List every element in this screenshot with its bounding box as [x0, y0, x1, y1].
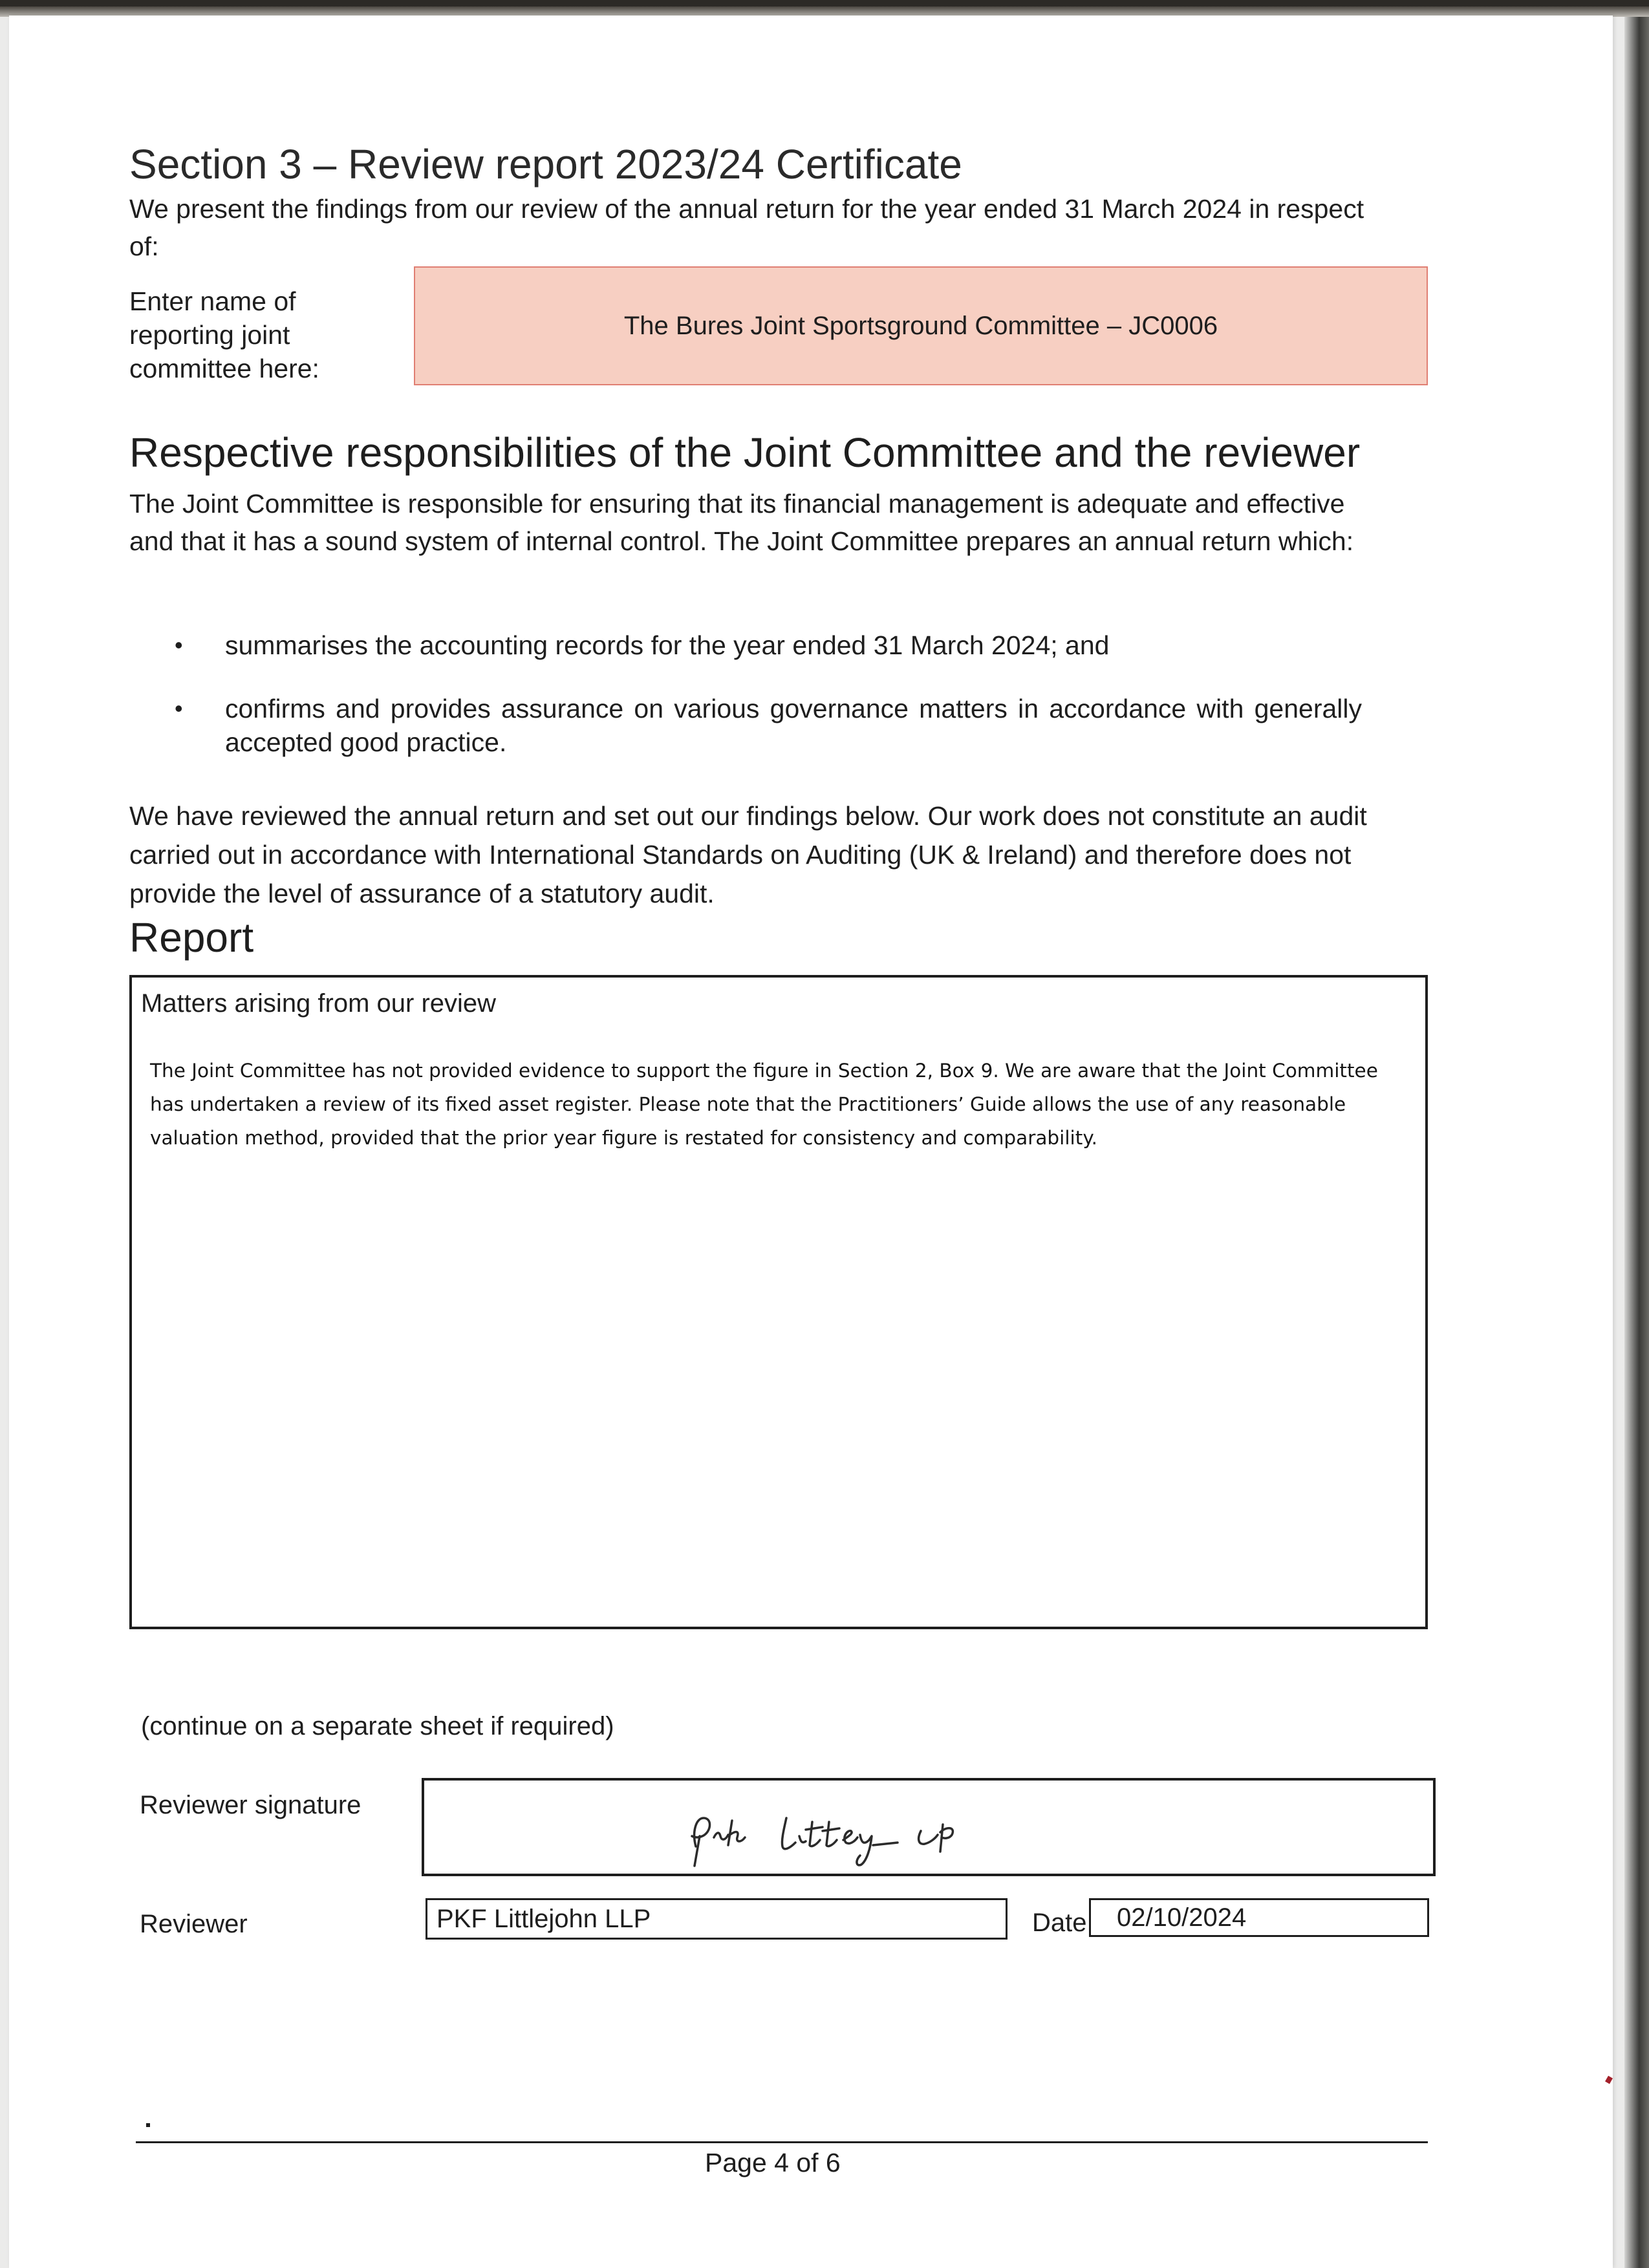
responsibilities-paragraph: The Joint Committee is responsible for ensuring that its financial management is adequate and effective and that it has a sound system of internal control. The Joint Committee prepares an annual return which:	[129, 489, 1354, 556]
committee-name-value: The Bures Joint Sportsground Committee – JC0006	[623, 311, 1218, 340]
reviewer-signature-field[interactable]	[422, 1778, 1436, 1876]
list-item: • summarises the accounting records for the year ended 31 March 2024; and	[168, 628, 1362, 662]
section-title: Section 3 – Review report 2023/24 Certificate	[129, 141, 962, 187]
review-scope-paragraph: We have reviewed the annual return and set out our findings below. Our work does not constitute an audit carried out in accordance with International Standards on Auditing (UK & Ireland) and therefore does not provide the level of assurance of a statutory audit.	[129, 801, 1367, 908]
scan-top-edge	[0, 0, 1649, 17]
responsibilities-heading: Respective responsibilities of the Joint Committee and the reviewer	[129, 429, 1361, 476]
list-item: • confirms and provides assurance on various governance matters in accordance with generally accepted good practice.	[168, 692, 1362, 759]
findings-text: The Joint Committee has not provided evidence to support the figure in Section 2, Box 9. We are aware that the Joint Committee has undertaken a review of its fixed asset register. Please note that the Practitioners’ Guide allows the use of any reasonable valuation method, provided that the prior year figure is restated for consistency and comparability.	[150, 1060, 1378, 1149]
scan-right-edge	[1624, 17, 1649, 2268]
continue-note: (continue on a separate sheet if required)	[141, 1712, 614, 1740]
date-field[interactable]: 02/10/2024	[1089, 1898, 1429, 1937]
page-number: Page 4 of 6	[705, 2148, 841, 2177]
reviewer-field[interactable]: PKF Littlejohn LLP	[426, 1898, 1008, 1940]
committee-name-label: Enter name of reporting joint committee here:	[129, 286, 319, 383]
handwritten-signature	[424, 1781, 1438, 1879]
scan-speck	[146, 2123, 150, 2127]
report-heading: Report	[129, 914, 254, 961]
date-label: Date	[1032, 1909, 1087, 1937]
committee-name-field[interactable]	[414, 266, 1428, 385]
reviewer-signature-label: Reviewer signature	[140, 1791, 361, 1819]
footer-divider	[136, 2141, 1428, 2143]
responsibilities-list	[168, 628, 1362, 789]
reviewer-label: Reviewer	[140, 1910, 248, 1938]
intro-paragraph: We present the findings from our review of the annual return for the year ended 31 March 2024 in respect of:	[129, 194, 1364, 261]
matters-arising-label: Matters arising from our review	[141, 989, 497, 1018]
